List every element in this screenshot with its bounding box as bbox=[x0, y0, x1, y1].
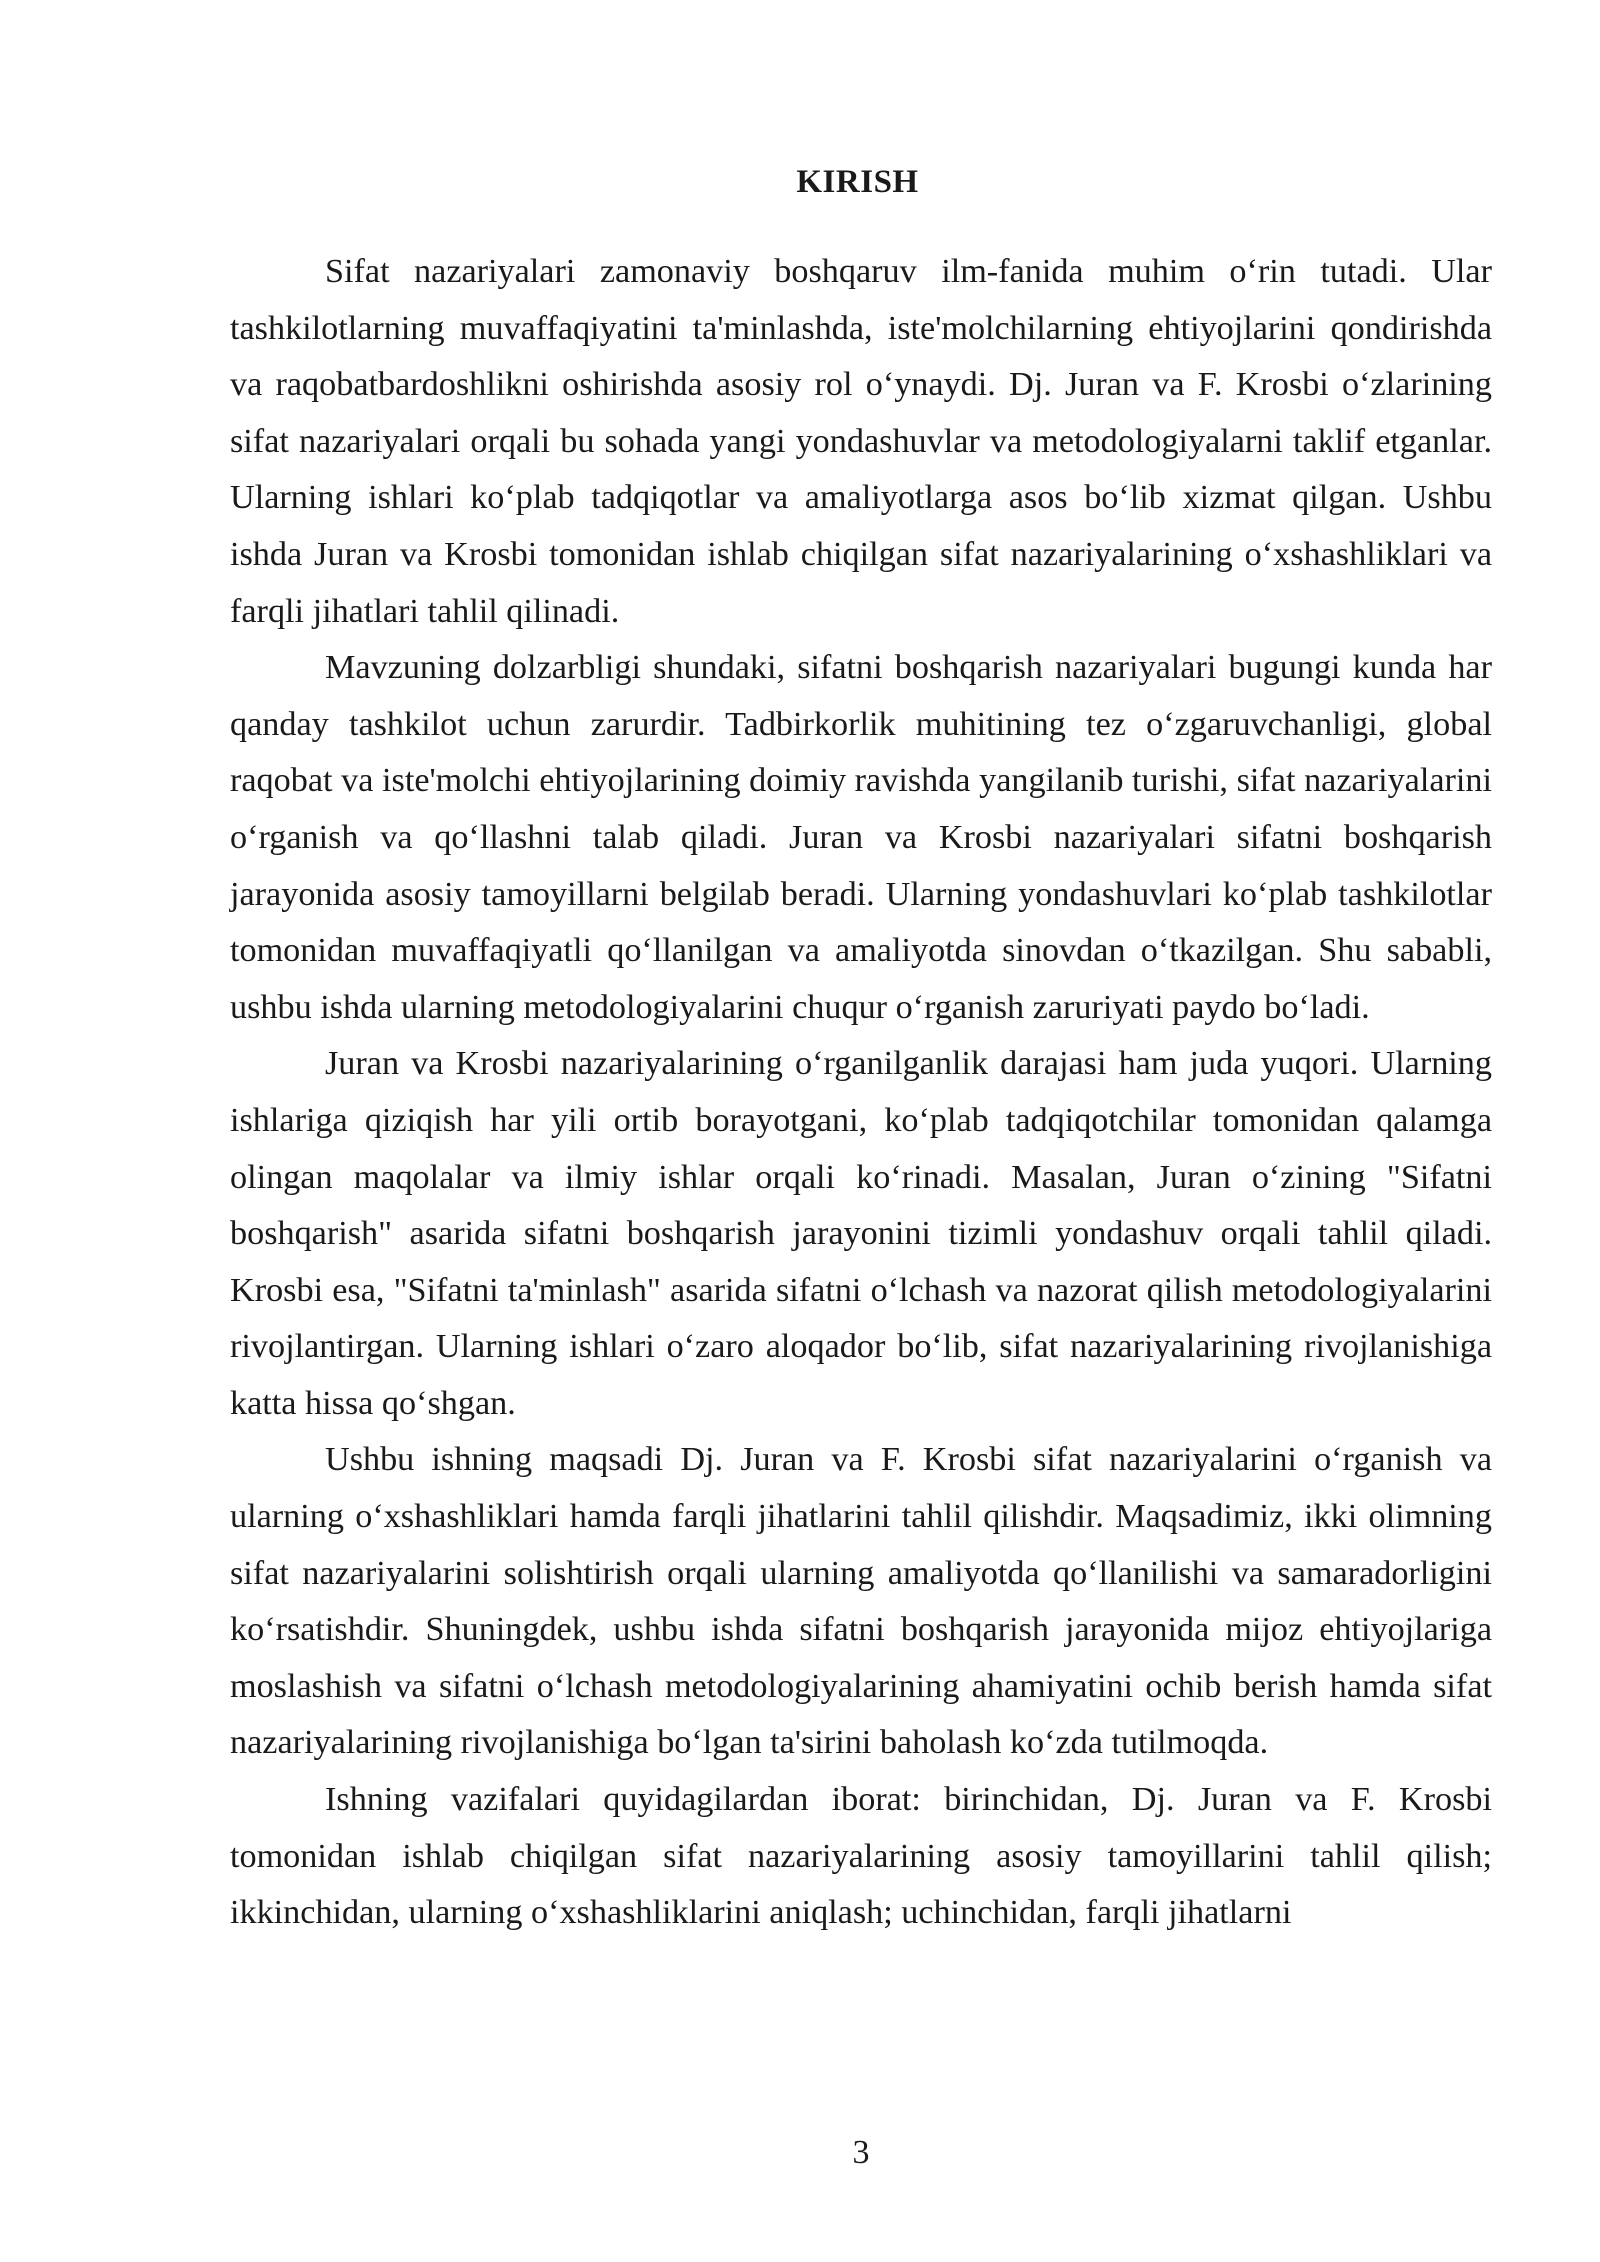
paragraph-research-level: Juran va Krosbi nazariyalarining o‘rganilganlik darajasi ham juda yuqori. Ularning ishlariga qiziqish har yili ortib borayotgani, ko‘plab tadqiqotchilar tomonidan qalamga olingan maqolalar va ilmiy ishlar orqali ko‘rinadi. Masalan, Juran o‘zining "Sifatni boshqarish" asarida sifatni boshqarish jarayonini tizimli yondashuv orqali tahlil qiladi. Krosbi esa, "Sifatni ta'minlash" asarida sifatni o‘lchash va nazorat qilish metodologiyalarini rivojlantirgan. Ularning ishlari o‘zaro aloqador bo‘lib, sifat nazariyalarining rivojlanishiga katta hissa qo‘shgan. bbox=[230, 1045, 1492, 1422]
paragraph-tasks: Ishning vazifalari quyidagilardan iborat: birinchidan, Dj. Juran va F. Krosbi tomonidan ishlab chiqilgan sifat nazariyalarining asosiy tamoyillarini tahlil qilish; ikkinchidan, ularning o‘xshashliklarini aniqlash; uchinchidan, farqli jihatlarni bbox=[230, 1781, 1492, 1932]
paragraph-purpose: Ushbu ishning maqsadi Dj. Juran va F. Krosbi sifat nazariyalarini o‘rganish va ularning o‘xshashliklari hamda farqli jihatlarini tahlil qilishdir. Maqsadimiz, ikki olimning sifat nazariyalarini solishtirish orqali ularning amaliyotda qo‘llanilishi va samaradorligini ko‘rsatishdir. Shuningdek, ushbu ishda sifatni boshqarish jarayonida mijoz ehtiyojlariga moslashish va sifatni o‘lchash metodologiyalarining ahamiyatini ochib berish hamda sifat nazariyalarining rivojlanishiga bo‘lgan ta'sirini baholash ko‘zda tutilmoqda. bbox=[230, 1441, 1492, 1762]
paragraph-relevance: Mavzuning dolzarbligi shundaki, sifatni boshqarish nazariyalari bugungi kunda har qanday tashkilot uchun zarurdir. Tadbirkorlik muhitining tez o‘zgaruvchanligi, global raqobat va iste'molchi ehtiyojlarining doimiy ravishda yangilanib turishi, sifat nazariyalarini o‘rganish va qo‘llashni talab qiladi. Juran va Krosbi nazariyalari sifatni boshqarish jarayonida asosiy tamoyillarni belgilab beradi. Ularning yondashuvlari ko‘plab tashkilotlar tomonidan muvaffaqiyatli qo‘llanilgan va amaliyotda sinovdan o‘tkazilgan. Shu sababli, ushbu ishda ularning metodologiyalarini chuqur o‘rganish zaruriyati paydo bo‘ladi. bbox=[230, 649, 1492, 1026]
section-heading: KIRISH bbox=[796, 164, 919, 200]
paragraph-introduction: Sifat nazariyalari zamonaviy boshqaruv ilm-fanida muhim o‘rin tutadi. Ular tashkilotlarning muvaffaqiyatini ta'minlashda, iste'molchilarning ehtiyojlarini qondirishda va raqobatbardoshlikni oshirishda asosiy rol o‘ynaydi. Dj. Juran va F. Krosbi o‘zlarining sifat nazariyalari orqali bu sohada yangi yondashuvlar va metodologiyalarni taklif etganlar. Ularning ishlari ko‘plab tadqiqotlar va amaliyotlarga asos bo‘lib xizmat qilgan. Ushbu ishda Juran va Krosbi tomonidan ishlab chiqilgan sifat nazariyalarining o‘xshashliklari va farqli jihatlari tahlil qilinadi. bbox=[230, 253, 1492, 630]
page-number: 3 bbox=[852, 2134, 870, 2171]
body-text bbox=[230, 244, 1492, 1942]
